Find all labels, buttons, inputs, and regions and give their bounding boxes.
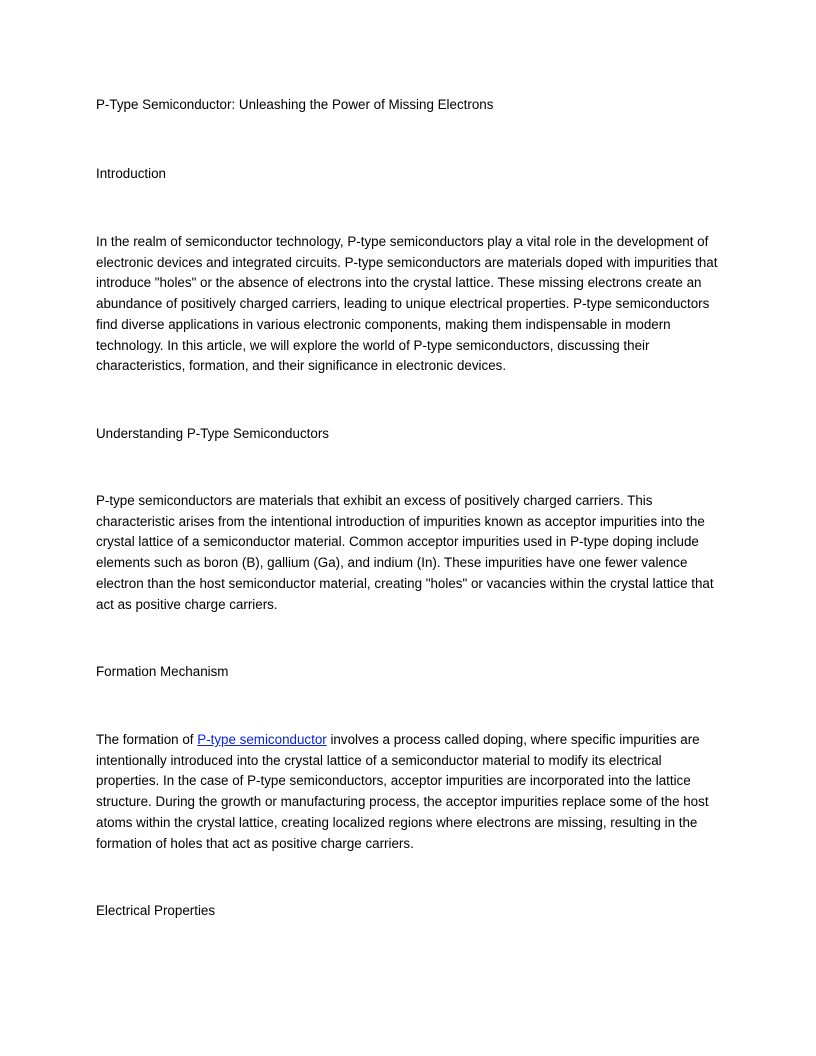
section-heading-understanding: Understanding P-Type Semiconductors — [96, 426, 329, 441]
section-heading-electrical-properties: Electrical Properties — [96, 903, 216, 918]
paragraph-introduction: In the realm of semiconductor technology, P-type semiconductors play a vital role in the development of electronic devices and integrated circuits. P-type semiconductors are materials doped with impurities that introduce "holes" or the absence of electrons into the crystal lattice. These missing electrons create an abundance of positively charged carriers, leading to unique electrical properties. P-type semiconductors find diverse applications in various electronic components, making them indispensable in modern technology. In this article, we will explore the world of P-type semiconductors, discussing their characteristics, formation, and their significance in electronic devices. — [96, 234, 718, 374]
section-heading-formation: Formation Mechanism — [96, 664, 229, 679]
paragraph-formation-text-start: The formation of — [96, 732, 198, 747]
paragraph-formation — [96, 730, 724, 854]
document-title: P-Type Semiconductor: Unleashing the Power of Missing Electrons — [96, 97, 494, 112]
section-heading-introduction: Introduction — [96, 166, 166, 181]
p-type-semiconductor-link[interactable]: P-type semiconductor — [197, 732, 327, 747]
paragraph-understanding: P-type semiconductors are materials that exhibit an excess of positively charged carriers. This characteristic arises from the intentional introduction of impurities known as acceptor impurities into the crystal lattice of a semiconductor material. Common acceptor impurities used in P-type doping include elements such as boron (B), gallium (Ga), and indium (In). These impurities have one fewer valence electron than the host semiconductor material, creating "holes" or vacancies within the crystal lattice that act as positive charge carriers. — [96, 493, 714, 612]
paragraph-formation-text-end: involves a process called doping, where specific impurities are intentionally introduced into the crystal lattice of a semiconductor material to modify its electrical properties. In the case of P-type semiconductors, acceptor impurities are incorporated into the lattice structure. During the growth or manufacturing process, the acceptor impurities replace some of the host atoms within the crystal lattice, creating localized regions where electrons are missing, resulting in the formation of holes that act as positive charge carriers. — [96, 732, 709, 851]
